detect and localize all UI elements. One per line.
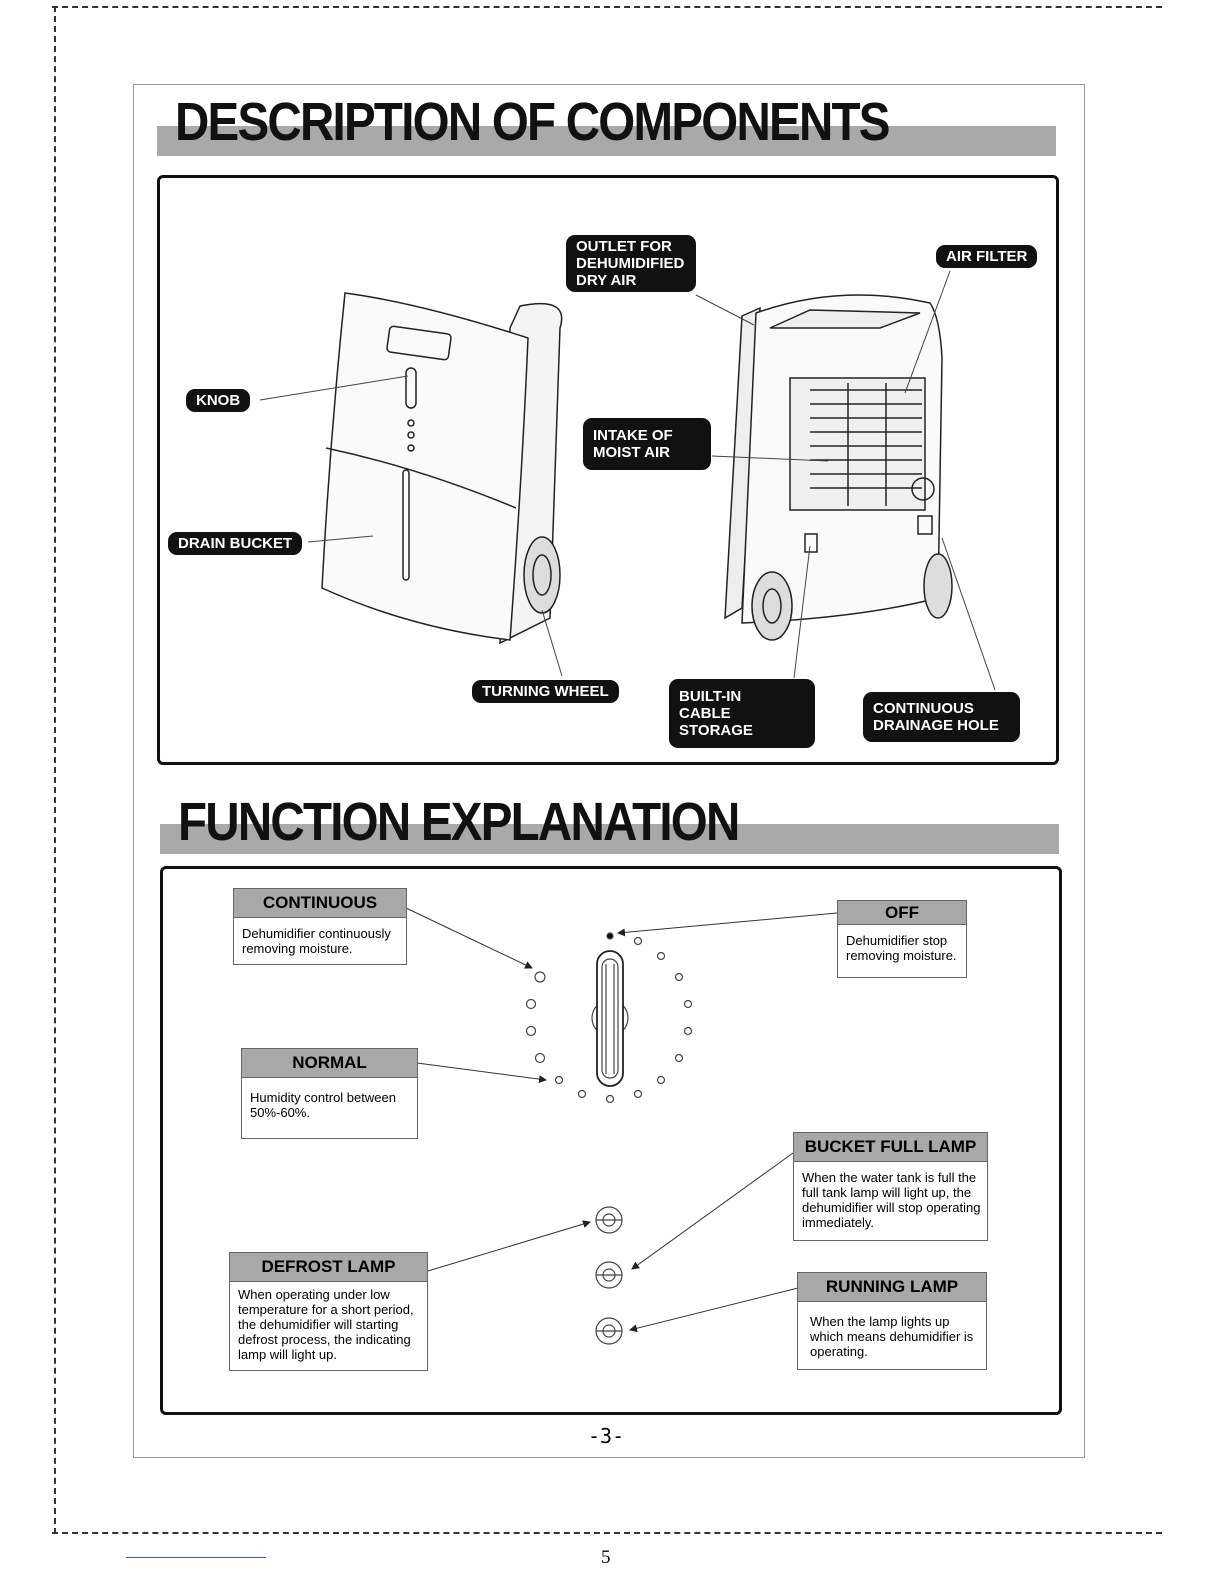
callout-knob: KNOB [186,389,250,412]
dial-step [685,1001,692,1008]
lamp-defrost [596,1207,622,1233]
back-wheel-right [924,554,952,618]
dashed-border-top [52,6,1162,8]
leader-drainage-hole [942,538,995,690]
function-defrost-text: When operating under low temperature for a short period, the dehumidifier will starting defrost process, the indicating lamp will light up. [238,1287,414,1362]
dial-continuous-dot [535,972,545,982]
function-normal-title: NORMAL [242,1049,417,1078]
function-bucket-full [793,1132,988,1241]
arrow-normal [417,1063,546,1080]
footer-link-underline [126,1557,266,1558]
function-running-text: When the lamp lights up which means dehumidifier is operating. [810,1314,974,1359]
callout-outlet: OUTLET FOR DEHUMIDIFIED DRY AIR [566,235,696,292]
dial-step [556,1077,563,1084]
dial-step [635,938,642,945]
arrow-bucket-full [632,1153,793,1269]
back-grille-frame [790,378,925,510]
dial-step [685,1028,692,1035]
leader-outlet [696,295,754,325]
callout-air-filter: AIR FILTER [936,245,1037,268]
leader-turning-wheel [542,610,562,676]
function-continuous-title: CONTINUOUS [234,889,406,918]
function-continuous [233,888,407,965]
function-continuous-text: Dehumidifier continuously removing moisture. [242,926,391,956]
front-unit-body [322,293,528,640]
callout-intake: INTAKE OF MOIST AIR [583,418,711,470]
back-wheel-left [752,572,792,640]
dial-step [607,1096,614,1103]
function-off-text: Dehumidifier stop removing moisture. [846,933,957,963]
callout-drainage-hole: CONTINUOUS DRAINAGE HOLE [863,692,1020,742]
dial-step [676,1055,683,1062]
arrow-running [630,1288,798,1330]
function-title: FUNCTION EXPLANATION [178,792,739,852]
function-off [837,900,967,978]
function-off-title: OFF [838,901,966,925]
function-running [797,1272,987,1370]
callout-turning-wheel: TURNING WHEEL [472,680,619,703]
dial-step [527,1000,536,1009]
dashed-border-bottom [52,1532,1162,1534]
callout-cable-storage: BUILT-IN CABLE STORAGE [669,679,815,748]
dial-off-dot [607,933,613,939]
callout-drain-bucket: DRAIN BUCKET [168,532,302,555]
function-bucket-full-text: When the water tank is full the full tank lamp will light up, the dehumidifier will stop operating immediately. [802,1170,981,1230]
dial-step [658,953,665,960]
dial-step [635,1091,642,1098]
sheet-number: 5 [601,1547,611,1568]
dashed-border-left [54,6,56,1534]
function-defrost-title: DEFROST LAMP [230,1253,427,1282]
function-running-title: RUNNING LAMP [798,1273,986,1302]
lamp-running [596,1318,622,1344]
knob-handle-outer [597,951,623,1086]
lamp-bucket-full [596,1262,622,1288]
components-title: DESCRIPTION OF COMPONENTS [175,92,889,152]
dial-step [527,1027,536,1036]
arrow-defrost [428,1222,590,1271]
dial-step [658,1077,665,1084]
dial-step [579,1091,586,1098]
page-number: -3- [588,1424,625,1448]
function-normal-text: Humidity control between 50%-60%. [250,1090,396,1120]
arrow-continuous [406,908,532,968]
function-defrost [229,1252,428,1371]
function-bucket-full-title: BUCKET FULL LAMP [794,1133,987,1162]
dial-step [676,974,683,981]
dial-step [536,1054,545,1063]
front-wheel [524,537,560,613]
arrow-off [618,913,837,933]
function-normal [241,1048,418,1139]
